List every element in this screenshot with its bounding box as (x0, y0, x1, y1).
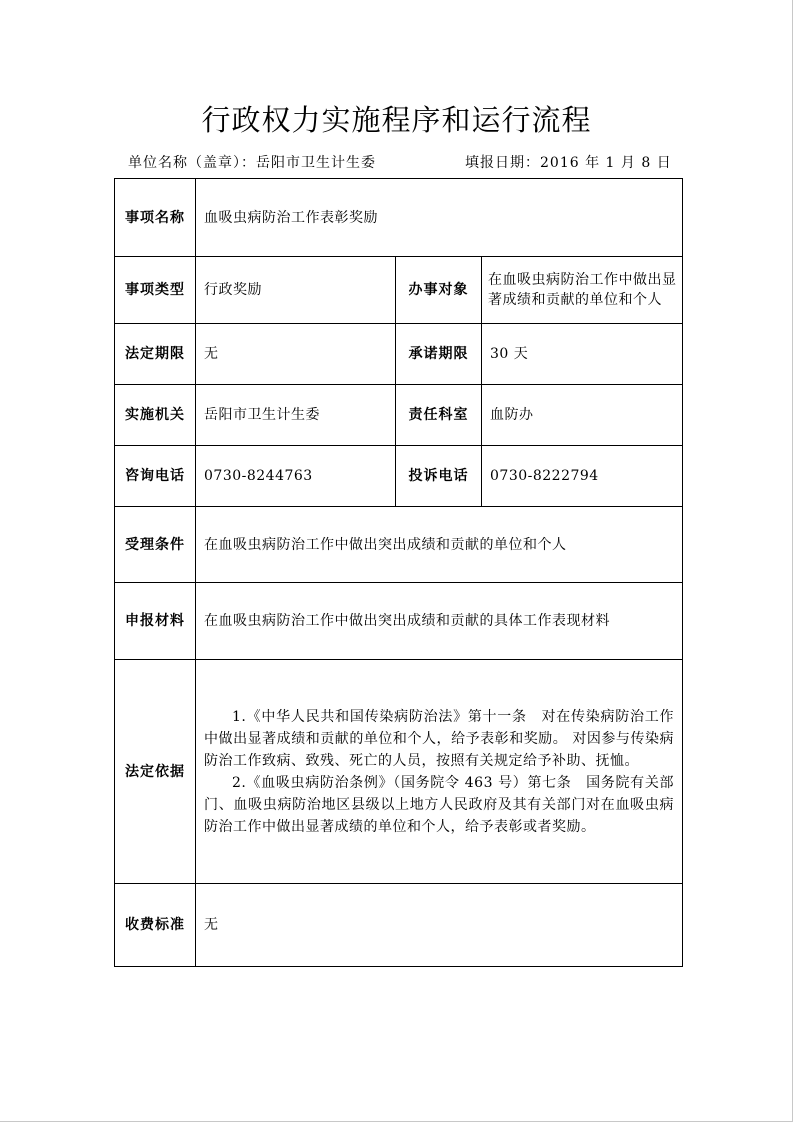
row-phone (115, 446, 683, 507)
row-legal-basis (115, 660, 683, 884)
fee-label: 收费标准 (115, 884, 196, 967)
legal-period-value: 无 (196, 324, 396, 385)
phone-value: 0730-8244763 (196, 446, 396, 507)
row-item-type (115, 257, 683, 324)
complaint-phone-value: 0730-8222794 (482, 446, 683, 507)
legal-basis-value (196, 660, 683, 884)
fill-date: 填报日期：2016 年 1 月 8 日 (465, 155, 672, 171)
row-item-name (115, 179, 683, 257)
legal-period-label: 法定期限 (115, 324, 196, 385)
target-label: 办事对象 (396, 257, 482, 324)
phone-label: 咨询电话 (115, 446, 196, 507)
legal-basis-paragraph-1: 1.《中华人民共和国传染病防治法》第十一条 对在传染病防治工作中做出显著成绩和贡献的单位和个人，给予表彰和奖励。 对因参与传染病防治工作致病、致残、死亡的人员，按照有关规定给予补助、抚恤。 (204, 708, 675, 769)
materials-label: 申报材料 (115, 583, 196, 660)
conditions-value: 在血吸虫病防治工作中做出突出成绩和贡献的单位和个人 (196, 507, 683, 583)
unit-name: 单位名称（盖章）：岳阳市卫生计生委 (128, 155, 376, 171)
legal-basis-label: 法定依据 (115, 660, 196, 884)
item-name-value: 血吸虫病防治工作表彰奖励 (196, 179, 683, 257)
department-label: 责任科室 (396, 385, 482, 446)
target-value: 在血吸虫病防治工作中做出显著成绩和贡献的单位和个人 (482, 257, 683, 324)
process-form-table (114, 178, 683, 967)
document-title: 行政权力实施程序和运行流程 (201, 103, 592, 137)
agency-label: 实施机关 (115, 385, 196, 446)
row-materials (115, 583, 683, 660)
item-name-label: 事项名称 (115, 179, 196, 257)
promise-period-value: 30 天 (482, 324, 683, 385)
row-conditions (115, 507, 683, 583)
row-period (115, 324, 683, 385)
fee-value: 无 (196, 884, 683, 967)
item-type-value: 行政奖励 (196, 257, 396, 324)
materials-value: 在血吸虫病防治工作中做出突出成绩和贡献的具体工作表现材料 (196, 583, 683, 660)
complaint-phone-label: 投诉电话 (396, 446, 482, 507)
legal-basis-paragraph-2: 2.《血吸虫病防治条例》（国务院令 463 号）第七条 国务院有关部门、血吸虫病防治地区县级以上地方人民政府及其有关部门对在血吸虫病防治工作中做出显著成绩的单位和个人，给予表彰或者奖励。 (204, 774, 675, 835)
item-type-label: 事项类型 (115, 257, 196, 324)
promise-period-label: 承诺期限 (396, 324, 482, 385)
row-fee (115, 884, 683, 967)
department-value: 血防办 (482, 385, 683, 446)
agency-value: 岳阳市卫生计生委 (196, 385, 396, 446)
row-agency (115, 385, 683, 446)
conditions-label: 受理条件 (115, 507, 196, 583)
